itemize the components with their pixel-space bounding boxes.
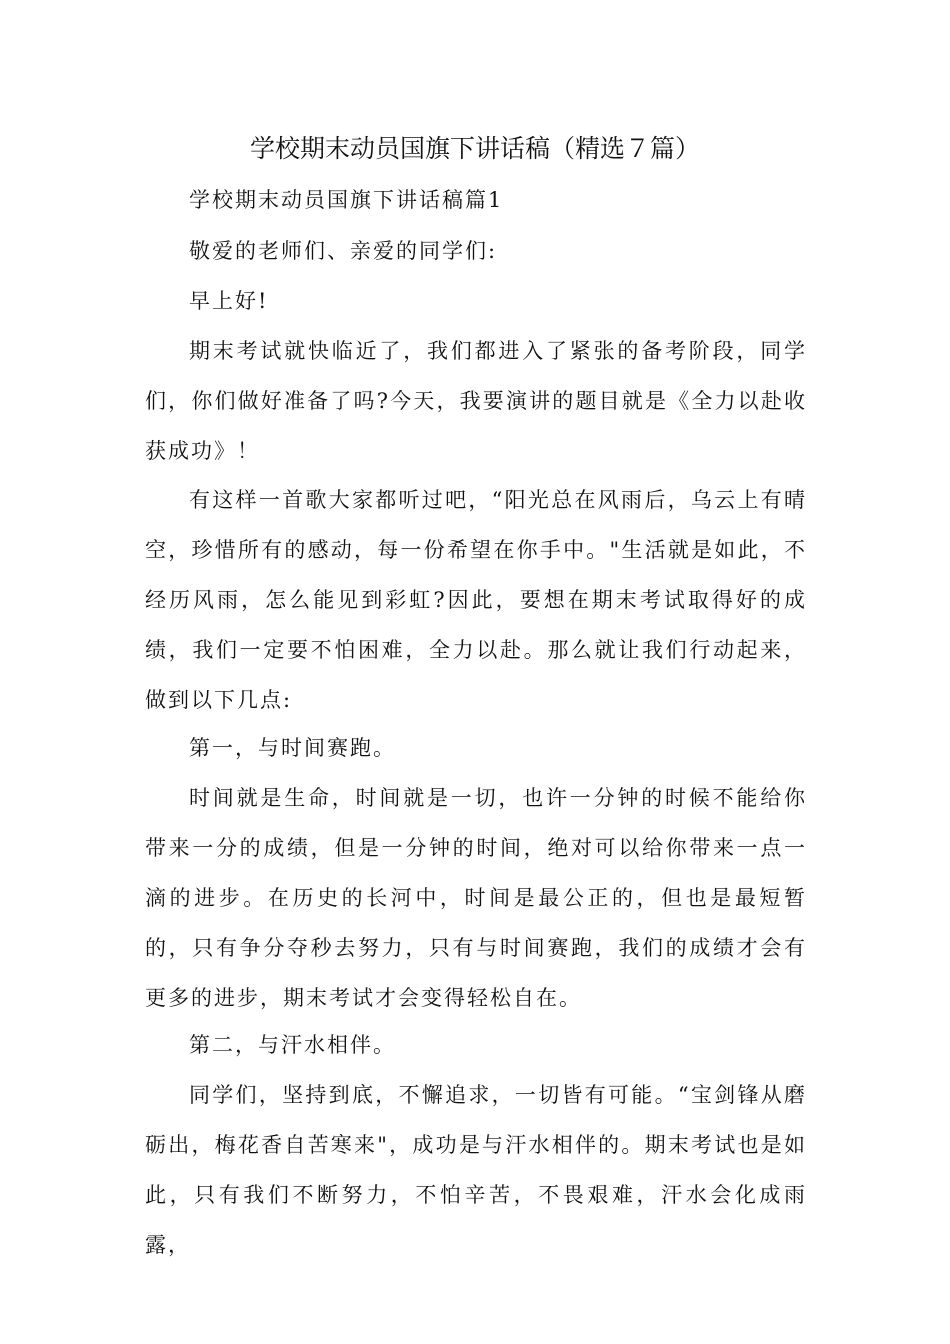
paragraph-2: 有这样一首歌大家都听过吧，“阳光总在风雨后，乌云上有晴空，珍惜所有的感动，每一份希望在你手中。"生活就是如此，不经历风雨，怎么能见到彩虹?因此，要想在期末考试取得好的成绩，我们一定要不怕困难，全力以赴。那么就让我们行动起来，做到以下几点: bbox=[145, 488, 807, 712]
paragraph-block-1 bbox=[145, 326, 807, 476]
paragraph-block-4 bbox=[145, 1070, 807, 1270]
paragraph-point-first: 第一，与时间赛跑。 bbox=[189, 736, 396, 760]
paragraph-greeting: 敬爱的老师们、亲爱的同学们: bbox=[189, 239, 498, 263]
paragraph-3: 时间就是生命，时间就是一切，也许一分钟的时候不能给你带来一分的成绩，但是一分钟的时间，绝对可以给你带来一点一滴的进步。在历史的长河中，时间是最公正的，但也是最短暂的，只有争分夺秒去努力，只有与时间赛跑，我们的成绩才会有更多的进步，期末考试才会变得轻松自在。 bbox=[145, 786, 807, 1010]
point-first bbox=[145, 723, 807, 773]
paragraph-morning: 早上好! bbox=[189, 289, 269, 313]
morning-greeting bbox=[145, 276, 807, 326]
paragraph-1: 期末考试就快临近了，我们都进入了紧张的备考阶段，同学们，你们做好准备了吗?今天，我要演讲的题目就是《全力以赴收获成功》！ bbox=[145, 339, 807, 463]
document-title: 学校期末动员国旗下讲话稿（精选７篇） bbox=[249, 134, 700, 163]
section-heading bbox=[145, 175, 807, 225]
paragraph-section-heading: 学校期末动员国旗下讲话稿篇1 bbox=[189, 188, 504, 212]
greeting bbox=[145, 226, 807, 276]
paragraph-block-2 bbox=[145, 475, 807, 725]
paragraph-block-3 bbox=[145, 773, 807, 1023]
paragraph-point-second: 第二，与汗水相伴。 bbox=[189, 1033, 396, 1057]
point-second bbox=[145, 1020, 807, 1070]
paragraph-4: 同学们，坚持到底，不懈追求，一切皆有可能。“宝剑锋从磨砺出，梅花香自苦寒来"，成功是与汗水相伴的。期末考试也是如此，只有我们不断努力，不怕辛苦，不畏艰难，汗水会化成雨露， bbox=[145, 1083, 807, 1257]
